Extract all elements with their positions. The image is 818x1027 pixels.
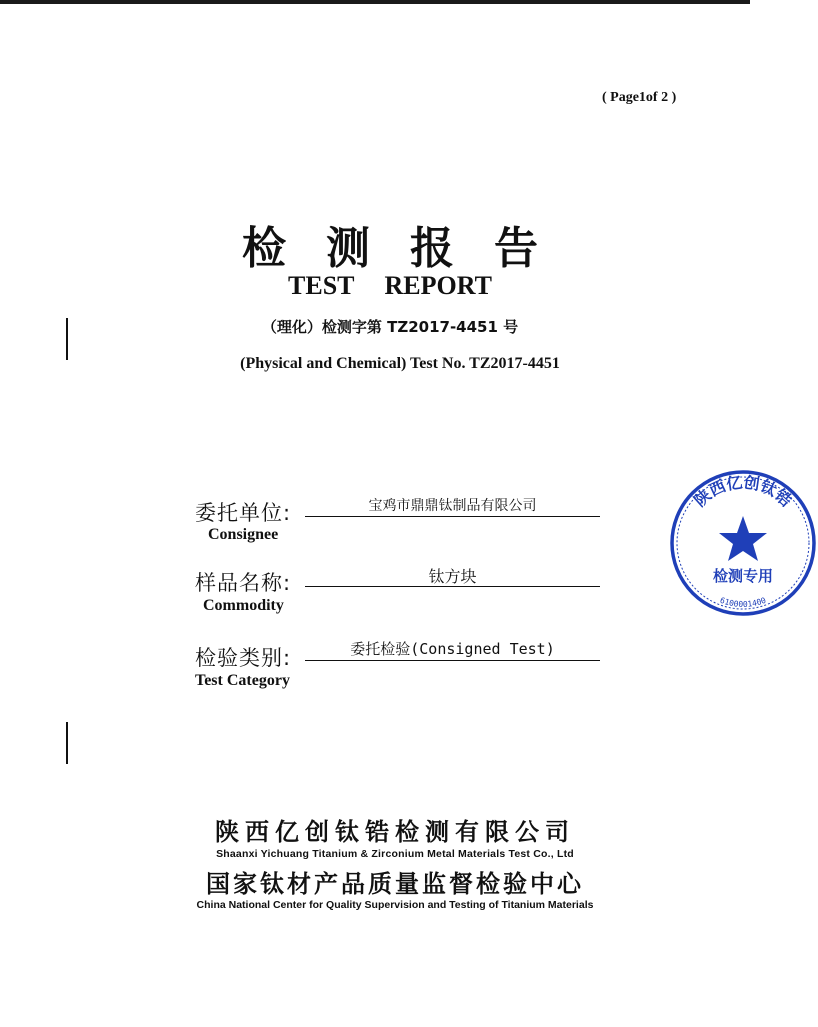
consignee-label-en: Consignee [208, 526, 279, 543]
margin-mark-lower [66, 722, 68, 764]
consignee-value: 宝鸡市鼎鼎钛制品有限公司 [368, 498, 537, 514]
center-name-cn: 国家钛材产品质量监督检验中心 [206, 870, 584, 898]
center-name-en: China National Center for Quality Supervision and Testing of Titanium Materials [196, 899, 594, 911]
test-category-label-en: Test Category [195, 672, 290, 689]
commodity-underline [305, 586, 600, 587]
company-name-en: Shaanxi Yichuang Titanium & Zirconium Metal Materials Test Co., Ltd [216, 848, 574, 860]
commodity-label-cn: 样品名称: [195, 571, 292, 595]
seal-text-top: 陕西亿创钛锆 [690, 472, 796, 511]
report-title-cn: 检测报告 [242, 223, 578, 274]
test-category-value: 委托检验(Consigned Test) [350, 640, 555, 658]
margin-mark-upper [66, 318, 68, 360]
seal-text-bottom: 检测专用 [712, 567, 774, 585]
seal-star-icon [719, 516, 767, 561]
consignee-underline [305, 516, 600, 517]
consignee-label-cn: 委托单位: [195, 501, 292, 525]
official-seal [668, 468, 818, 618]
test-category-label-cn: 检验类别: [195, 646, 292, 670]
seal-serial: 6100001400 [718, 595, 768, 609]
commodity-label-en: Commodity [203, 597, 284, 614]
report-title-en: TEST REPORT [288, 271, 492, 300]
company-name-cn: 陕西亿创钛锆检测有限公司 [215, 818, 575, 846]
commodity-value: 钛方块 [428, 567, 477, 586]
test-number-en: (Physical and Chemical) Test No. TZ2017-4451 [240, 355, 560, 372]
page-number: ( Page1of 2 ) [602, 90, 677, 105]
scan-top-edge [0, 0, 750, 4]
test-number-cn: （理化）检测字第 TZ2017-4451 号 [261, 318, 519, 336]
test-category-underline [305, 660, 600, 661]
